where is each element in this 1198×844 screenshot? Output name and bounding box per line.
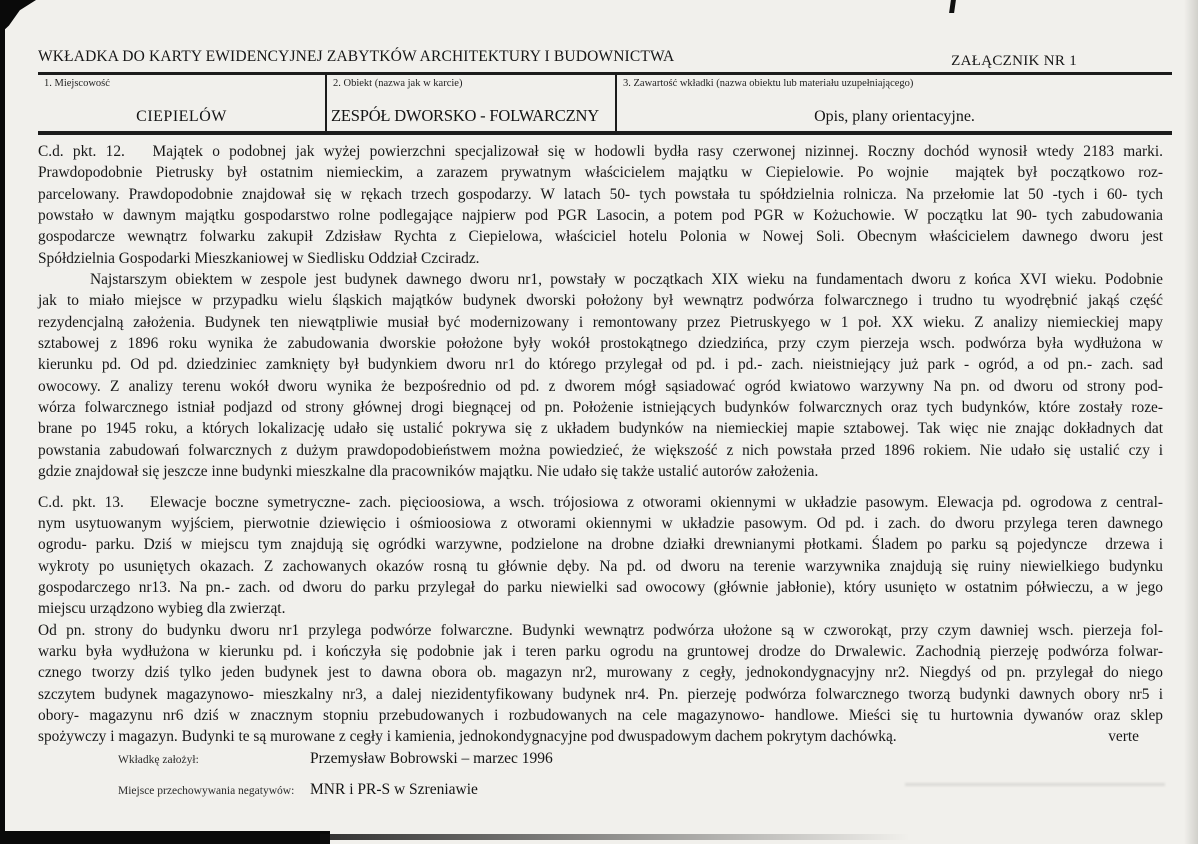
body-line: cznego tworzy dziś tylko jeden budynek jest to dawna obora ob. magazyn nr2, murowany z cegły, jednokondygnacyjny nr2. Niegdyś od pn. przylegał do niego (38, 664, 1163, 682)
body-line: obory- magazynu nr6 dziś w znacznym stopniu przebudowanych i rozbudowanych na cele magazynowo- handlowe. Mieści się tu hurtownia dywanów oraz sklep (38, 706, 1163, 724)
body-line: warku była wydłużona w kierunku pd. i kończyła się podobnie jak i teren parku ogrodu na gruntowej drodze do Drwalewic. Zachodnią pierzeję podwórza folwar- (38, 642, 1163, 660)
column-header: 1. Miejscowość (44, 78, 110, 89)
paragraph (38, 620, 1163, 748)
body-line: ogrodu- parku. Dziś w miejscu tym znajdują się ogródki warzywne, podzielone na drobne działki drewnianymi płotkami. Śladem po parku są pojedyncze drzewa i (38, 536, 1163, 554)
body-line: nym usytuowanym wyjściem, pierwotnie dziewięcio i ośmioosiowa z otworami okiennymi w układzie pasowym. Od pd. i zach. do dworu przylega teren dawnego (38, 514, 1163, 532)
body-line: C.d. pkt. 12. Majątek o podobnej jak wyżej powierzchni specjalizował się w hodowli bydła rasy czerwonej nizinnej. Roczny dochód wynosił wtedy 2183 marki. (38, 143, 1163, 160)
scan-edge-bottom (0, 831, 330, 844)
scan-edge-right (1184, 0, 1198, 844)
body-line: owocowy. Z analizy terenu wokół dworu wynika że bezpośrednio od pd. z dworem mógł sąsiadować ogród kwiatowo warzywny Na pn. od dworu od strony pod- (38, 377, 1163, 395)
founder-value: Przemysław Bobrowski – marzec 1996 (310, 750, 553, 767)
scan-corner-blob (0, 0, 36, 34)
body-line: brane po 1945 roku, a których lokalizację udało się ustalić pokrywa się z układem budynków na niemieckiej mapie sztabowej. Tak więc nie znając dokładnych dat (38, 420, 1163, 438)
body-line: wórza folwarcznego istniał podjazd od strony głównej drogi biegnącej od pn. Położenie istniejących budynków folwarcznych oraz tych budynków, które zostały roze- (38, 399, 1163, 417)
body-line: gospodarcze wewnątrz folwarku zakupił Zdzisław Rychta z Ciepielowa, właściciel hotelu Polonia w Nowej Soli. Obecnym właścicielem dawnego dworu jest (38, 228, 1163, 246)
body-line: Prawdopodobnie Pietrusky był ostatnim niemieckim, a zarazem prywatnym właścicielem majątku w Ciepielowie. Po wojnie majątek był początkowo roz- (38, 164, 1163, 182)
body-line: C.d. pkt. 13. Elewacje boczne symetryczne- zach. pięcioosiowa, a wsch. trójosiowa z otworami okiennymi w układzie pasowym. Elewacja pd. ogrodowa z central- (38, 493, 1163, 511)
paragraph (38, 269, 1163, 482)
page-title: WKŁADKA DO KARTY EWIDENCYJNEJ ZABYTKÓW ARCHITEKTURY I BUDOWNICTWA (38, 48, 675, 65)
body-line: jak to miało miejsce w przypadku wielu śląskich majątków budynek dworski położony był wewnątrz podwórza folwarcznego i trudno tu wyodrębnić jakąś część (38, 292, 1163, 310)
table-cell-miejscowosc (38, 75, 327, 131)
negatives-label: Miejsce przechowywania negatywów: (118, 785, 295, 797)
annex-label: ZAŁĄCZNIK NR 1 (951, 53, 1077, 69)
verte-note: verte (1108, 728, 1139, 746)
body-line: Najstarszym obiektem w zespole jest budynek dawnego dworu nr1, powstały w początkach XIX wieku na fundamentach dworu z końca XVI wieku. Podobnie (90, 271, 1163, 289)
body-line: rezydencjalną założenia. Budynek ten niewątpliwie musiał być modernizowany i remontowany przez Pietruskyego w 1 poł. XX wieku. Z analizy niemieckiej mapy (38, 313, 1163, 331)
column-header: 2. Obiekt (nazwa jak w karcie) (333, 78, 463, 89)
body-line: miejscu urządzono wybieg dla zwierząt. (38, 600, 286, 618)
body-line: gdzie znajdował się jeszcze inne budynki mieszkalne dla pracowników majątku. Nie udało się także ustalić autorów założenia. (38, 463, 819, 481)
body-line: szczytem budynek magazynowo- mieszkalny nr3, a dalej niezidentyfikowany budynek nr4. Pn. pierzeję podwórza folwarcznego tworzą budynki dawnych obory nr5 i (38, 685, 1163, 703)
founder-label: Wkładkę założył: (118, 754, 199, 766)
body-line: Od pn. strony do budynku dworu nr1 przylega podwórze folwarczne. Budynki wewnątrz podwórza ułożone są w czworokąt, przy czym dawniej wsch. pierzeja fol- (38, 621, 1163, 639)
locality-value: CIEPIELÓW (136, 108, 227, 125)
column-header: 3. Zawartość wkładki (nazwa obiektu lub materiału uzupełniającego) (623, 78, 914, 89)
body-line: wykroty po usuniętych okazach. Z zachowanych okazów rosną tu głównie dęby. Na pd. od dworu na terenie warzywnika znajdują się ruiny niewielkiego budynku (38, 557, 1163, 575)
negatives-value: MNR i PR-S w Szreniawie (310, 781, 478, 798)
body-line: kierunku pd. Od pd. dziedziniec zamknięty był budynkiem dworu nr1 do którego przylegał od pd. i pd.- zach. nieistniejący już park - ogród, a od pn.- zach. sad (38, 356, 1163, 374)
paragraph (38, 141, 1163, 269)
scan-top-mark (949, 0, 956, 13)
body-line: sztabowej z 1896 roku wynika że zabudowania dworskie położone były wokół prostokątnego dziedzińca, przy czym pierzeja wsch. podwórza była wydłużona w (38, 335, 1163, 353)
table-cell-zawartosc (617, 75, 1172, 131)
contents-value: Opis, plany orientacyjne. (814, 108, 975, 125)
scan-ghost-smudge (905, 783, 1165, 786)
footer-fields (118, 750, 553, 799)
body-text (38, 141, 1163, 748)
body-line: gospodarczego nr13. Na pn.- zach. od dworu do parku przylegał do parku niewielki sad owocowy (głównie jabłonie), który usunięto w ostatnim półwieczu, a w jego (38, 578, 1163, 596)
scan-edge-bottom-fade (320, 834, 910, 840)
body-line: powstania zabudowań folwarcznych z dużym prawdopodobieństwem można powiedzieć, że większość z nich powstała przed 1896 rokiem. Nie udało się ustalić czy i (38, 441, 1163, 459)
body-line: parcelowany. Prawdopodobnie znajdował się w rękach trzech gospodarzy. W latach 50- tych powstała tu spółdzielnia rolnicza. Na przełomie lat 50 -tych i 60- tych (38, 185, 1163, 203)
scan-edge-left (0, 0, 5, 838)
paragraph (38, 492, 1163, 620)
object-value: ZESPÓŁ DWORSKO - FOLWARCZNY (331, 106, 599, 125)
body-line: spożywczy i magazyn. Budynki te są murowane z cegły i kamienia, jednokondygnacyjne pod dwuspadowym dachem pokrytym dachówką. verte (38, 726, 1163, 747)
identification-table (38, 72, 1172, 135)
body-line: powstało w dawnym majątku gospodarstwo rolne podlegające najpierw pod PGR Lasocin, a potem pod PGR w Kożuchowie. W początku lat 90- tych zabudowania (38, 207, 1163, 225)
body-line: Spółdzielnia Gospodarki Mieszkaniowej w Siedlisku Oddział Czciradz. (38, 249, 480, 267)
table-cell-obiekt (327, 75, 617, 131)
